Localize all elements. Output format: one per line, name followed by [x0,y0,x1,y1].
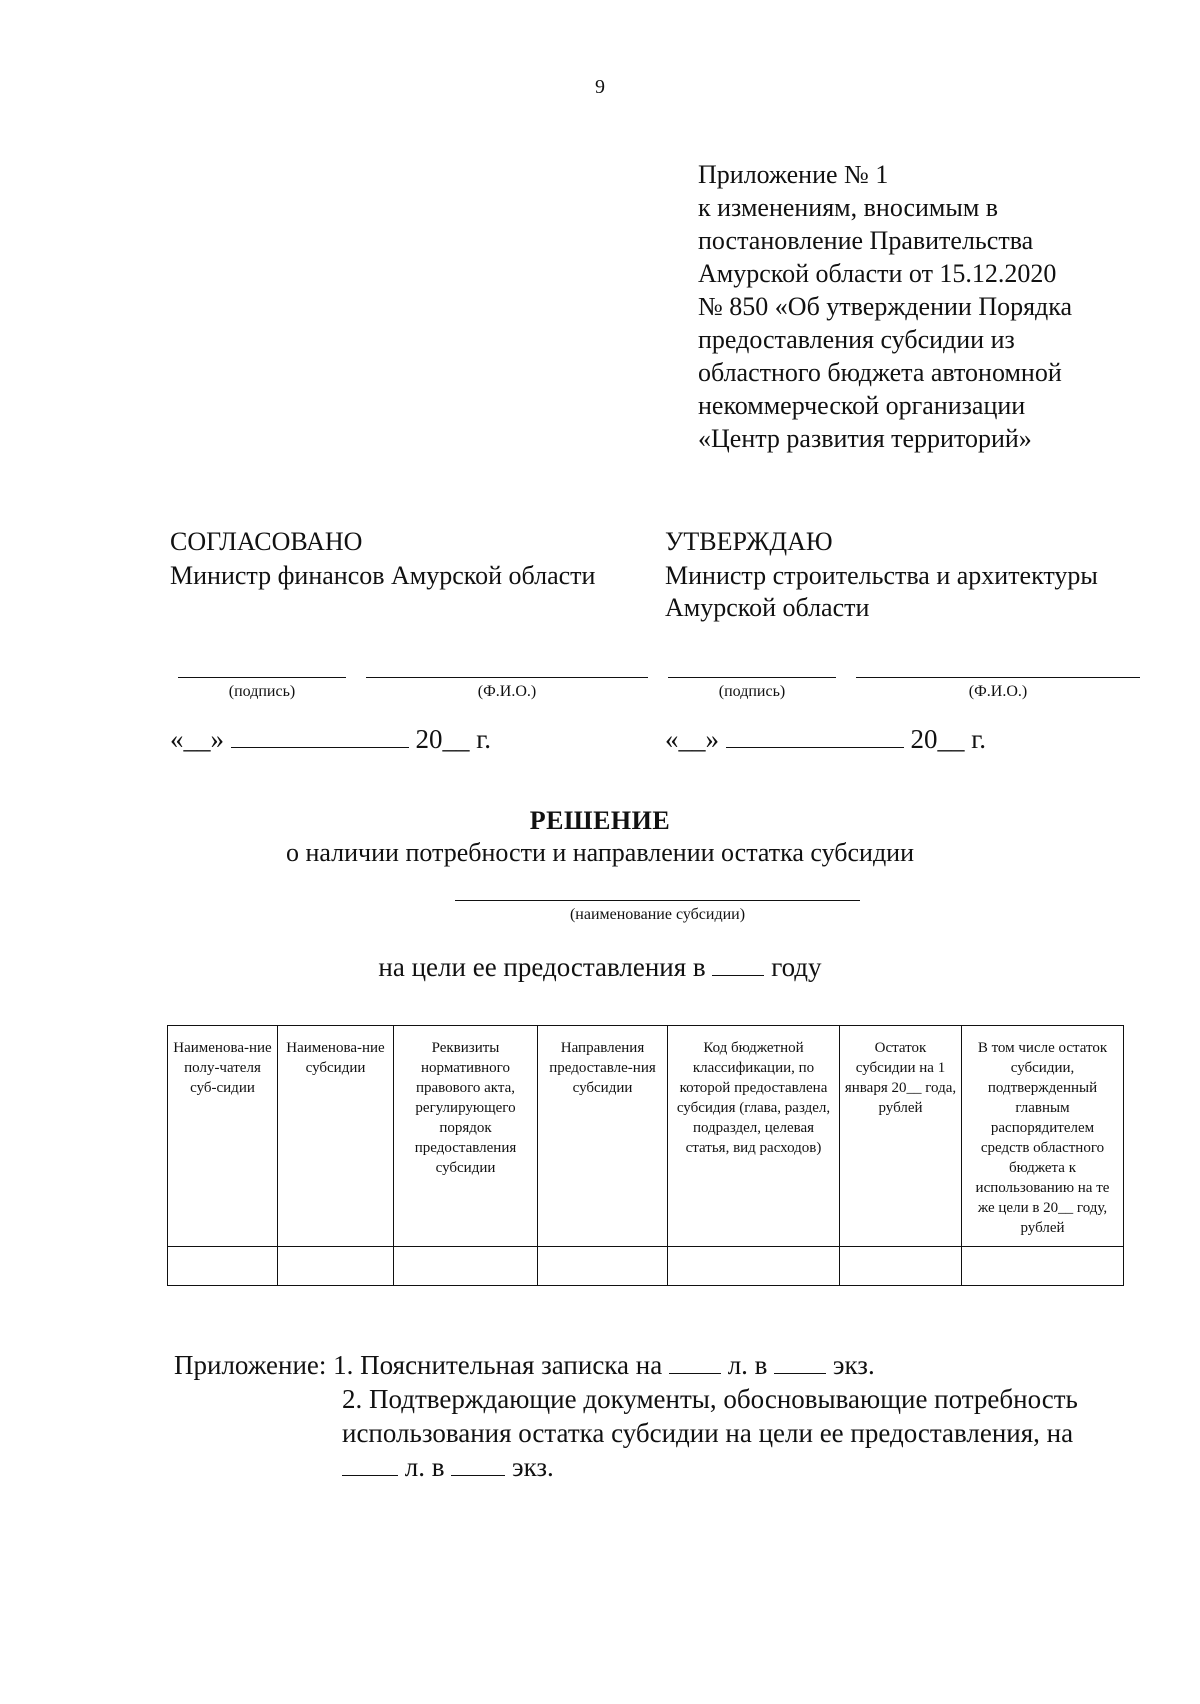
appendix-line: некоммерческой организации [698,391,1026,420]
approved-name-line[interactable] [856,677,1140,678]
table-cell[interactable] [394,1247,538,1286]
table-cell[interactable] [168,1247,278,1286]
decision-title: РЕШЕНИЕ [529,806,671,835]
table-cell[interactable] [840,1247,962,1286]
approved-date-year[interactable]: 20__ г. [910,724,987,754]
table-header-cell: Остаток субсидии на 1 января 20__ года, рублей [840,1026,962,1247]
approved-position-line2: Амурской области [665,593,870,622]
attachment-item-1-text: 1. Пояснительная записка на [333,1350,663,1380]
appendix-line: предоставления субсидии из [698,325,1015,354]
purpose-prefix: на цели ее предоставления в [378,952,706,982]
appendix-line: «Центр развития территорий» [698,424,1032,453]
attachment-item-2-copies-line[interactable] [451,1453,505,1476]
attachment-item-1-sheets-line[interactable] [669,1351,721,1374]
table-header-cell: Наименова-ние субсидии [278,1026,394,1247]
attachments-block [174,1348,1078,1484]
subsidy-name-caption: (наименование субсидии) [569,906,746,923]
attachment-item-1-sheets-label: л. в [727,1350,768,1380]
table-header-cell: Направления предоставле-ния субсидии [538,1026,668,1247]
attachment-item-1-copies-label: экз. [832,1350,875,1380]
table-cell[interactable] [278,1247,394,1286]
agreed-heading: СОГЛАСОВАНО [170,527,363,556]
approved-date [665,724,986,755]
agreed-name-caption: (Ф.И.О.) [477,683,537,700]
page-number: 9 [595,76,605,98]
attachment-item-2-sheets-line[interactable] [342,1453,398,1476]
agreed-signature-line[interactable] [178,677,346,678]
table-header-row [168,1026,1124,1247]
agreed-date-day[interactable]: «__» [170,724,224,754]
table-header-cell: В том числе остаток субсидии, подтвержденный главным распорядителем средств областного бюджета к использованию на те же цели в 20__ году, рублей [962,1026,1124,1247]
table-header-cell: Наименова-ние полу-чателя суб-сидии [168,1026,278,1247]
table-header-cell: Код бюджетной классификации, по которой предоставлена субсидия (глава, раздел, подраздел, целевая статья, вид расходов) [668,1026,840,1247]
appendix-line: к изменениям, вносимым в [698,193,999,222]
purpose-line [0,952,1200,983]
attachment-item-2-sheets-label: л. в [404,1452,445,1482]
appendix-line: областного бюджета автономной [698,358,1062,387]
attachment-item-2-line2: использования остатка субсидии на цели ее предоставления, на [342,1418,1074,1448]
approved-name-caption: (Ф.И.О.) [968,683,1028,700]
agreed-signature-caption: (подпись) [228,683,296,700]
appendix-line: Амурской области от 15.12.2020 [698,259,1057,288]
appendix-line: Приложение № 1 [698,160,889,189]
attachments-label: Приложение: [174,1350,327,1380]
attachment-item-2-line3 [174,1450,1078,1484]
attachment-item-2-line1: 2. Подтверждающие документы, обосновывающие потребность [342,1384,1078,1414]
decision-subtitle: о наличии потребности и направлении остатка субсидии [285,838,914,867]
table-cell[interactable] [668,1247,840,1286]
appendix-line: постановление Правительства [698,226,1034,255]
agreed-date-year[interactable]: 20__ г. [415,724,492,754]
approved-signature-line[interactable] [668,677,836,678]
approved-heading: УТВЕРЖДАЮ [665,527,833,556]
approved-date-day[interactable]: «__» [665,724,719,754]
purpose-year-line[interactable] [712,953,764,976]
table-cell[interactable] [962,1247,1124,1286]
approved-signature-caption: (подпись) [718,683,786,700]
appendix-line: № 850 «Об утверждении Порядка [698,292,1073,321]
subsidy-name-line[interactable] [455,900,860,901]
agreed-date-month-line[interactable] [231,725,409,748]
subsidy-table [167,1025,1124,1286]
table-cell[interactable] [538,1247,668,1286]
appendix-block [698,158,1072,455]
table-row [168,1247,1124,1286]
table-header-cell: Реквизиты нормативного правового акта, регулирующего порядок предоставления субсидии [394,1026,538,1247]
attachment-item-1 [174,1348,1078,1382]
attachment-item-2-copies-label: экз. [511,1452,554,1482]
agreed-name-line[interactable] [366,677,648,678]
approved-position-line1: Министр строительства и архитектуры [665,561,1098,590]
agreed-date [170,724,491,755]
purpose-suffix: году [771,952,822,982]
approved-date-month-line[interactable] [726,725,904,748]
agreed-position: Министр финансов Амурской области [170,561,596,590]
attachment-item-1-copies-line[interactable] [774,1351,826,1374]
